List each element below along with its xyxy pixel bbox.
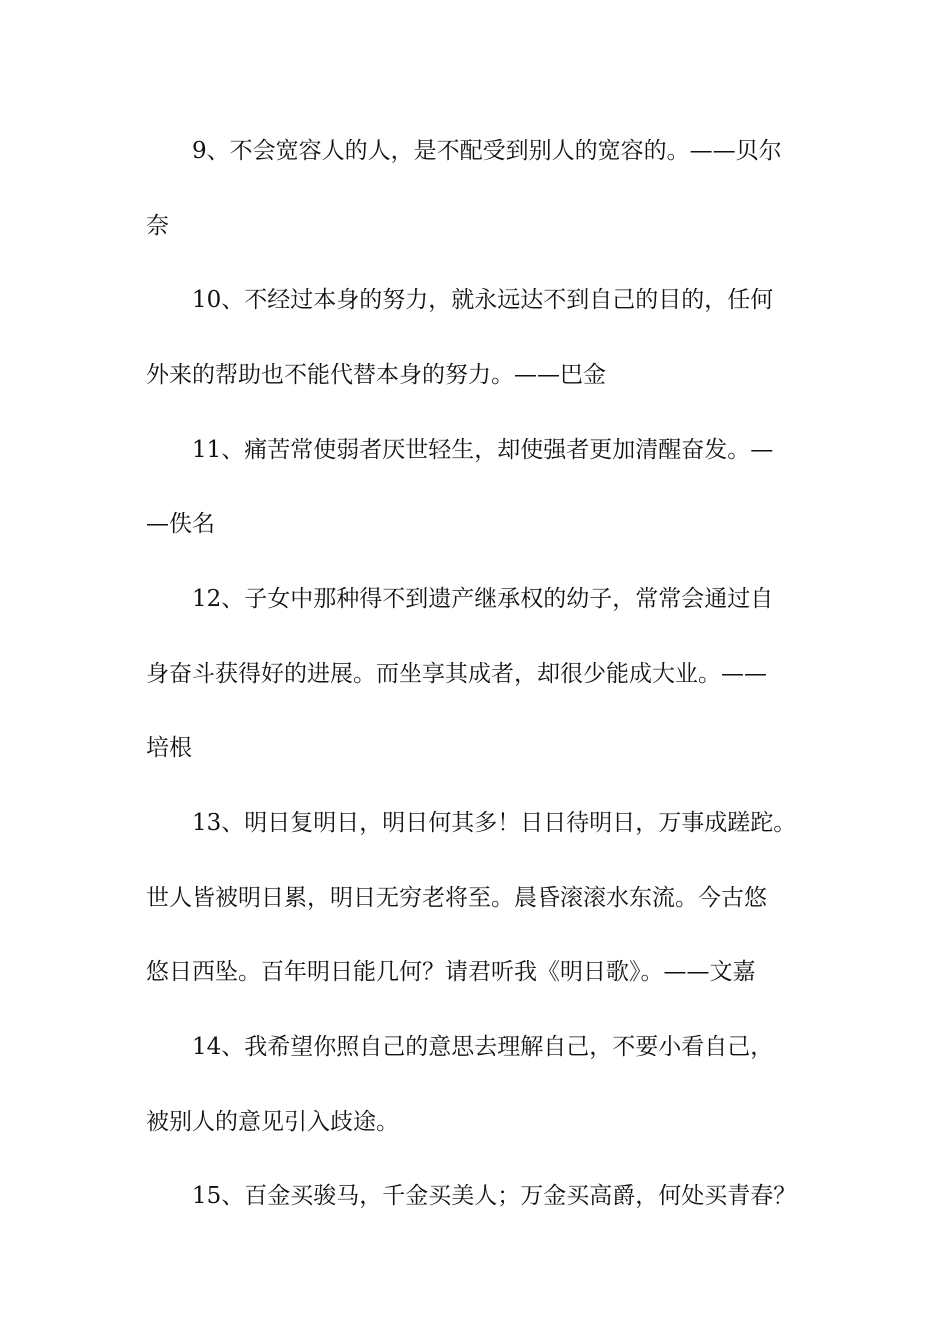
text-line: 身奋斗获得好的进展。而坐享其成者，却很少能成大业。——: [146, 661, 767, 687]
quote-15-line-1: [0, 1176, 950, 1216]
text-line: 9、不会宽容人的人，是不配受到别人的宽容的。——贝尔: [192, 138, 782, 164]
text-line: 培根: [146, 735, 192, 761]
quote-12-line-3: [0, 728, 950, 768]
quote-11-line-2: [0, 504, 950, 544]
text-line: 11、痛苦常使弱者厌世轻生，却使强者更加清醒奋发。—: [192, 437, 774, 463]
quote-14-line-1: [0, 1027, 950, 1067]
quote-14-line-2: [0, 1102, 950, 1142]
quote-13-line-2: [0, 878, 950, 918]
text-line: 12、子女中那种得不到遗产继承权的幼子，常常会通过自: [192, 586, 774, 612]
quote-9-line-1: [0, 131, 950, 171]
quote-11-line-1: [0, 430, 950, 470]
text-line: —佚名: [146, 511, 215, 537]
quote-10-line-2: [0, 355, 950, 395]
quote-10-line-1: [0, 280, 950, 320]
text-line: 14、我希望你照自己的意思去理解自己，不要小看自己，: [192, 1034, 774, 1060]
text-line: 世人皆被明日累，明日无穷老将至。晨昏滚滚水东流。今古悠: [146, 885, 767, 911]
text-line: 奈: [146, 213, 169, 239]
text-line: 悠日西坠。百年明日能几何？请君听我《明日歌》。——文嘉: [146, 959, 756, 985]
quote-13-line-3: [0, 952, 950, 992]
quote-13-line-1: [0, 803, 950, 843]
text-line: 外来的帮助也不能代替本身的努力。——巴金: [146, 362, 606, 388]
text-line: 被别人的意见引入歧途。: [146, 1109, 399, 1135]
quote-9-line-2: [0, 206, 950, 246]
quote-12-line-1: [0, 579, 950, 619]
quote-12-line-2: [0, 654, 950, 694]
text-line: 15、百金买骏马，千金买美人；万金买高爵，何处买青春？: [192, 1183, 797, 1209]
text-line: 10、不经过本身的努力，就永远达不到自己的目的，任何: [192, 287, 774, 313]
text-line: 13、明日复明日，明日何其多！日日待明日，万事成蹉跎。: [192, 810, 797, 836]
